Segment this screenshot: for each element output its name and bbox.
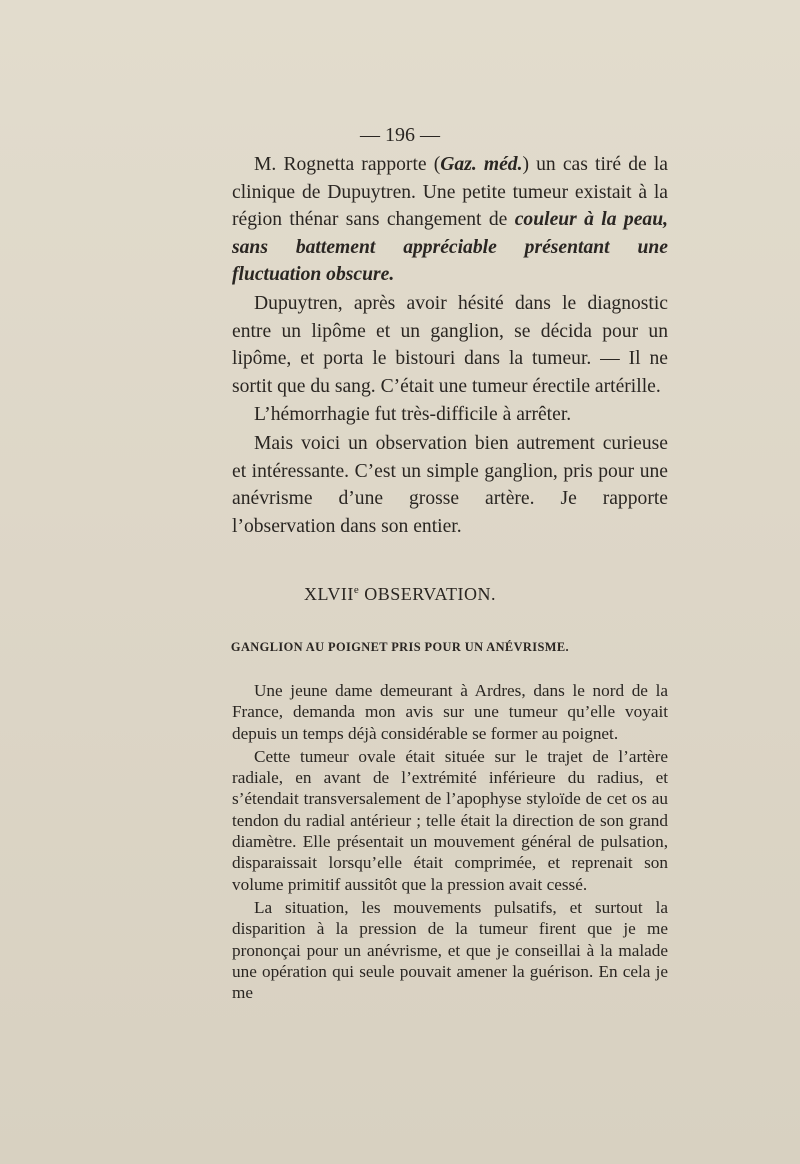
observation-paragraph-1: Une jeune dame demeurant à Ardres, dans le nord de la France, demanda mon avis sur une tumeur qu’elle voyait depuis un temps déjà considérable se former au poignet. (232, 681, 668, 743)
observation-text (232, 680, 668, 1003)
observation-paragraph-2: Cette tumeur ovale était située sur le trajet de l’artère radiale, en avant de l’extrémité inférieure du radius, et s’étendait transversalement de l’apophyse styloïde de cet os au tendon du radial antérieur ; telle était la direction de son grand diamètre. Elle présentait un mouvement général de pulsation, disparaissait lorsqu’elle était comprimée, et reprenait son volume primitif aussitôt que la pression avait cessé. (232, 746, 668, 894)
observation-number-suffix: e (353, 584, 360, 596)
paragraph-introduction: Mais voici un observation bien autrement curieuse et intéressante. C’est un simple ganglion, pris pour une anévrisme d’une grosse artère. Je rapporte l’observation dans son entier. (232, 432, 668, 537)
observation-paragraph-3: La situation, les mouvements pulsatifs, et surtout la disparition à la pression de la tumeur firent que je me prononçai pour un anévrisme, et que je conseillai à la malade une opération qui seule pouvait amener la guérison. En cela je me (232, 897, 668, 1003)
source-citation: Gaz. méd. (440, 154, 523, 175)
main-text (232, 151, 668, 540)
paragraph-rognetta-body: ) un cas tiré de la clinique de Dupuytren. Une petite tumeur existait à la région thénar sans changement de (232, 154, 668, 231)
paragraph-hemorrhage: L’hémorrhagie fut très-difficile à arrêter. (254, 404, 572, 426)
paragraph-rognetta-opening: M. Rognetta rapporte ( (254, 154, 441, 175)
observation-title: OBSERVATION. (364, 584, 496, 604)
italic-passage: couleur à la peau, sans battement appréciable présentant une fluctuation obscure. (232, 209, 669, 286)
paragraph-dupuytren: Dupuytren, après avoir hésité dans le diagnostic entre un lipôme et un ganglion, se décida pour un lipôme, et porta le bistouri dans la tumeur. — Il ne sortit que du sang. C’était une tumeur érectile artérille. (232, 292, 668, 397)
observation-heading (0, 584, 800, 605)
observation-number: XLVII (304, 584, 354, 604)
page-number: — 196 — (360, 124, 440, 146)
paragraph-rognetta (232, 151, 668, 289)
observation-subtitle: GANGLION AU POIGNET PRIS POUR UN ANÉVRISME. (230, 640, 570, 654)
